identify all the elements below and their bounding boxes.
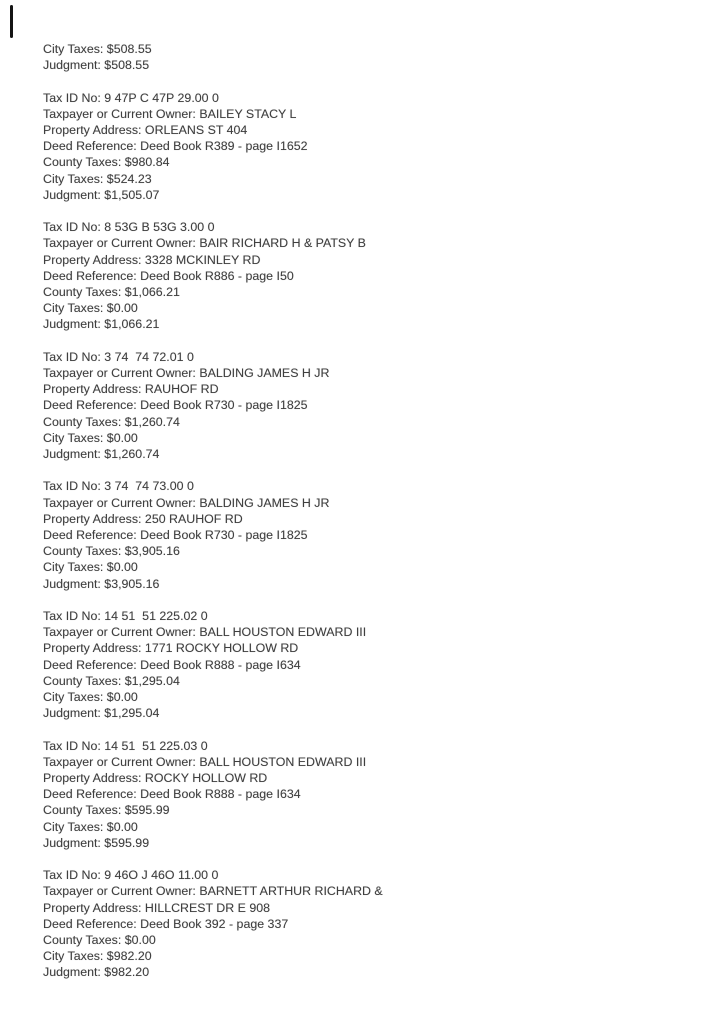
record-field-judgment: Judgment: $1,505.07	[43, 187, 160, 202]
record-field-address: Property Address: RAUHOF RD	[43, 382, 219, 397]
record-field-judgment: Judgment: $508.55	[43, 58, 150, 73]
record-field-address: Property Address: 3328 MCKINLEY RD	[43, 252, 261, 267]
record-field-tax-id: Tax ID No: 8 53G B 53G 3.00 0	[43, 220, 215, 235]
record-field-address: Property Address: 250 RAUHOF RD	[43, 511, 243, 526]
record-field-deed-reference: Deed Reference: Deed Book R730 - page I1825	[43, 398, 308, 413]
record-field-city-taxes: City Taxes: $524.23	[43, 171, 152, 186]
record-field-tax-id: Tax ID No: 14 51 51 225.02 0	[43, 609, 208, 624]
record-field-deed-reference: Deed Reference: Deed Book R389 - page I1652	[43, 139, 308, 154]
record-field-city-taxes: City Taxes: $0.00	[43, 301, 138, 316]
record-field-owner: Taxpayer or Current Owner: BALL HOUSTON EDWARD III	[43, 754, 367, 769]
record-field-owner: Taxpayer or Current Owner: BALDING JAMES H JR	[43, 495, 330, 510]
record-field-deed-reference: Deed Reference: Deed Book R886 - page I50	[43, 268, 294, 283]
record-field-address: Property Address: HILLCREST DR E 908	[43, 900, 271, 915]
record-field-county-taxes: County Taxes: $0.00	[43, 933, 156, 948]
tax-record	[43, 219, 704, 332]
record-field-address: Property Address: ROCKY HOLLOW RD	[43, 771, 268, 786]
tax-record	[43, 90, 704, 203]
record-field-county-taxes: County Taxes: $595.99	[43, 803, 170, 818]
record-field-city-taxes: City Taxes: $0.00	[43, 430, 138, 445]
tax-record	[43, 867, 704, 980]
record-field-address: Property Address: ORLEANS ST 404	[43, 123, 248, 137]
tax-record	[43, 608, 704, 721]
record-field-judgment: Judgment: $982.20	[43, 965, 150, 980]
record-field-judgment: Judgment: $1,260.74	[43, 447, 160, 462]
record-field-city-taxes: City Taxes: $0.00	[43, 819, 138, 834]
record-field-deed-reference: Deed Reference: Deed Book R730 - page I1825	[43, 528, 308, 543]
record-field-county-taxes: County Taxes: $980.84	[43, 155, 170, 170]
record-field-judgment: Judgment: $595.99	[43, 835, 150, 850]
record-field-city-taxes: City Taxes: $982.20	[43, 949, 152, 964]
record-field-county-taxes: County Taxes: $3,905.16	[43, 544, 180, 559]
record-field-owner: Taxpayer or Current Owner: BALDING JAMES H JR	[43, 366, 330, 381]
record-field-deed-reference: Deed Reference: Deed Book R888 - page I634	[43, 787, 301, 802]
tax-record	[43, 738, 704, 851]
tax-record-partial	[43, 41, 704, 73]
record-field-judgment: Judgment: $3,905.16	[43, 576, 160, 591]
record-field-address: Property Address: 1771 ROCKY HOLLOW RD	[43, 641, 299, 656]
record-field-tax-id: Tax ID No: 3 74 74 72.01 0	[43, 349, 194, 364]
tax-record	[43, 478, 704, 591]
record-field-county-taxes: County Taxes: $1,295.04	[43, 673, 180, 688]
record-field-tax-id: Tax ID No: 3 74 74 73.00 0	[43, 479, 194, 494]
record-field-city-taxes: City Taxes: $508.55	[43, 42, 152, 56]
tax-records-list	[43, 41, 704, 981]
record-field-judgment: Judgment: $1,295.04	[43, 706, 160, 721]
record-field-county-taxes: County Taxes: $1,260.74	[43, 414, 180, 429]
scan-artifact-mark	[10, 5, 13, 38]
record-field-tax-id: Tax ID No: 9 47P C 47P 29.00 0	[43, 90, 219, 105]
record-field-city-taxes: City Taxes: $0.00	[43, 690, 138, 705]
record-field-owner: Taxpayer or Current Owner: BARNETT ARTHUR RICHARD &	[43, 884, 383, 899]
record-field-deed-reference: Deed Reference: Deed Book R888 - page I634	[43, 657, 301, 672]
record-field-deed-reference: Deed Reference: Deed Book 392 - page 337	[43, 916, 289, 931]
tax-record	[43, 349, 704, 462]
record-field-judgment: Judgment: $1,066.21	[43, 317, 160, 332]
record-field-owner: Taxpayer or Current Owner: BAILEY STACY L	[43, 106, 297, 121]
record-field-owner: Taxpayer or Current Owner: BALL HOUSTON EDWARD III	[43, 625, 367, 640]
record-field-owner: Taxpayer or Current Owner: BAIR RICHARD H & PATSY B	[43, 236, 366, 251]
record-field-tax-id: Tax ID No: 14 51 51 225.03 0	[43, 738, 208, 753]
record-field-county-taxes: County Taxes: $1,066.21	[43, 285, 180, 300]
record-field-tax-id: Tax ID No: 9 46O J 46O 11.00 0	[43, 868, 219, 883]
record-field-city-taxes: City Taxes: $0.00	[43, 560, 138, 575]
